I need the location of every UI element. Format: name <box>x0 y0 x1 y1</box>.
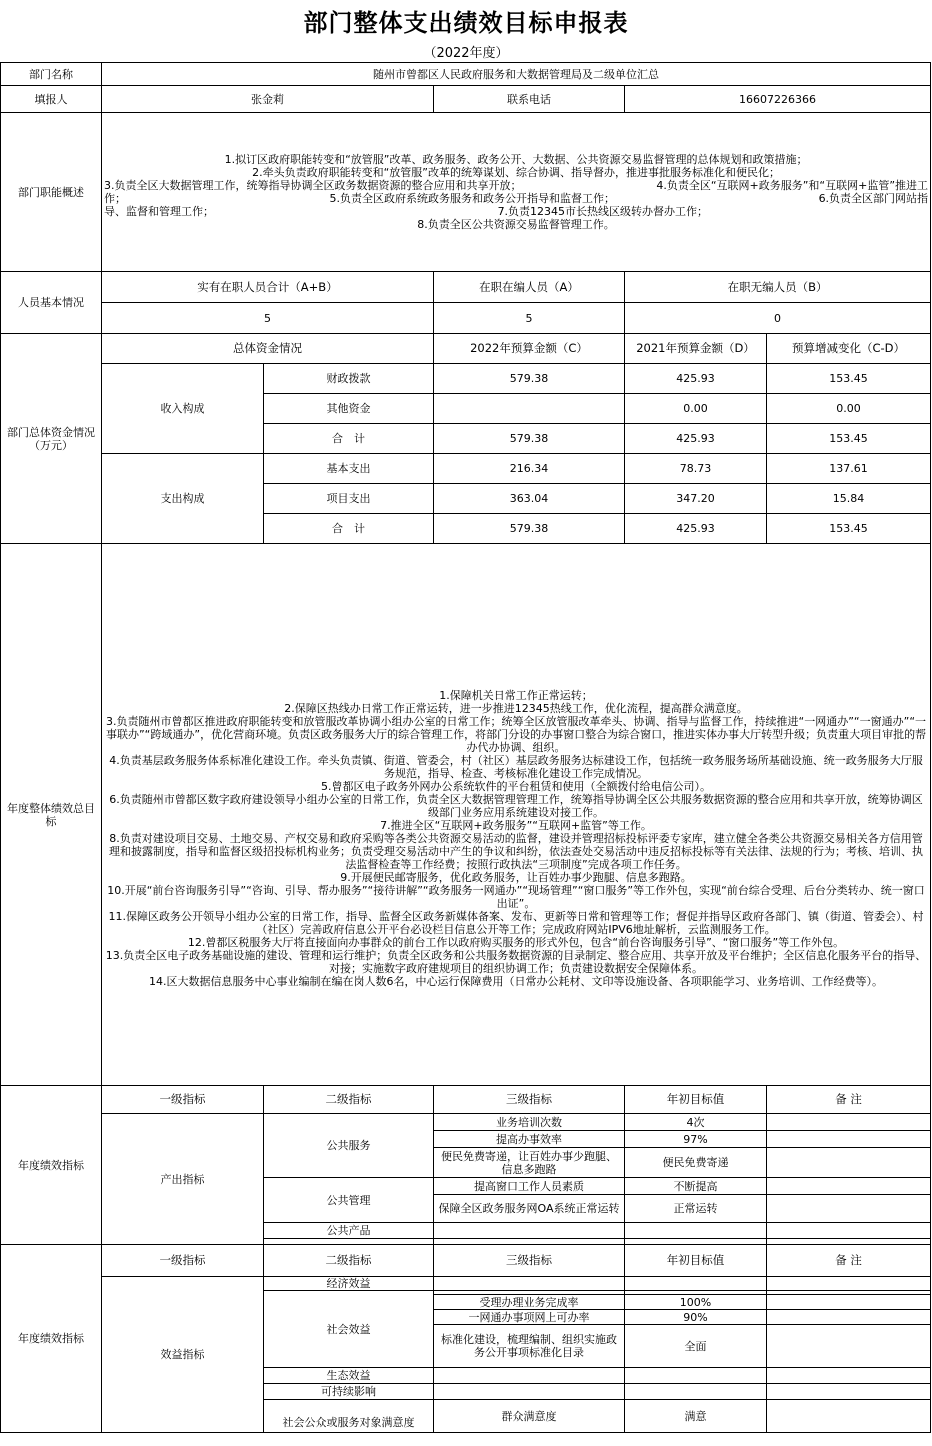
income-d: 425.93 <box>625 424 767 454</box>
output-target: 便民免费寄递 <box>625 1148 767 1178</box>
goal-line: 4.负责基层政务服务体系标准化建设工作。牵头负责镇、街道、管委会，村（社区）基层政务服务达标建设工作，包括统一政务服务场所基础设施、统一政务服务大厅服务规范，指导、检查、考核标准化建设工作完成情况。 <box>109 754 923 780</box>
funds-col-c: 2022年预算金额（C） <box>434 334 625 364</box>
benefit-note <box>767 1295 931 1310</box>
goal-line: 13.负责全区电子政务基础设施的建设、管理和运行维护；负责全区政务和公共服务数据资源的目录制定、整合应用、共享开放及平台维护；全区信息化服务平台的指导、对接；实施数字政府建规项目的组织协调工作；负责建设数据安全保障体系。 <box>105 949 927 975</box>
perf-h1: 一级指标 <box>102 1086 264 1114</box>
sustain-impact: 可持续影响 <box>264 1384 434 1400</box>
goal-line: 6.负责随州市曾都区数字政府建设领导小组办公室的日常工作，负责全区大数据管理管理工作，统筹指导协调全区公共服务数据资源的整合应用和共享开放，统筹协调区级部门业务应用系统建设对接工作。 <box>109 793 923 819</box>
phone-value: 16607226366 <box>625 86 931 113</box>
income-c <box>434 394 625 424</box>
income-c: 579.38 <box>434 364 625 394</box>
benefit-l3 <box>434 1277 625 1291</box>
benefit-target <box>625 1277 767 1291</box>
perf-h2: 二级指标 <box>264 1086 434 1114</box>
goal-line: 3.负责随州市曾都区推进政府职能转变和放管服改革协调小组办公室的日常工作；统筹全区放管服改革牵头、协调、指导与监督工作，持续推进“一网通办”“一窗通办”“一事联办”“跨域通办”，优化营商环境。负责区政务服务大厅的综合管理工作，将部门分设的办事窗口整合为综合窗口，推进实体办事大厅转型升级；负责重大项目审批的帮办代办协调、组织。 <box>105 715 927 754</box>
goal-line: 8.负责对建设项目交易、土地交易、产权交易和政府采购等各类公共资源交易活动的监督，建设并管理招标投标评委专家库，建立健全各类公共资源交易相关各方信用管理和披露制度，指导和监督区级招投标机构业务；负责受理交易活动中产生的争议和纠纷，依法查处交易活动中违反招标投标等有关法律、法规的行为；考核、培训、执法监督检查等工作经费；按照行政执法“三项制度”完成各项工作任务。 <box>109 832 924 871</box>
benefit-note <box>767 1325 931 1368</box>
duty-line: 导、监督和管理工作； <box>104 205 214 218</box>
goal-line: 9.开展便民邮寄服务，优化政务服务，让百姓办事少跑腿、信息多跑路。 <box>340 871 692 884</box>
income-d: 0.00 <box>625 394 767 424</box>
output-target <box>625 1223 767 1239</box>
expense-cd: 137.61 <box>767 454 931 484</box>
funds-label: 部门总体资金情况（万元） <box>1 334 102 544</box>
staff-header-total: 实有在职人员合计（A+B） <box>102 272 434 303</box>
output-l3 <box>434 1223 625 1239</box>
goal-line: 10.开展“前台咨询服务引导”“咨询、引导、帮办服务”“接待讲解”“政务服务一网通办”“现场管理”“窗口服务”等工作外包，实现“前台综合受理、后台分类转办、统一窗口出证”。 <box>107 884 925 910</box>
income-c: 579.38 <box>434 424 625 454</box>
perf-h3: 三级指标 <box>434 1245 625 1277</box>
output-note <box>767 1223 931 1239</box>
duty-line: 作； <box>104 192 126 205</box>
expense-name: 基本支出 <box>264 454 434 484</box>
funds-col-cd: 预算增减变化（C-D） <box>767 334 931 364</box>
expense-label: 支出构成 <box>102 454 264 544</box>
duty-line: 3.负责全区大数据管理工作，统筹指导协调全区政务数据资源的整合应用和共享开放； <box>104 179 522 192</box>
income-name: 其他资金 <box>264 394 434 424</box>
benefit-note <box>767 1310 931 1325</box>
goal-line: 12.曾都区税服务大厅将直接面向办事群众的前台工作以政府购买服务的形式外包，包含“前台咨询服务引导”、“窗口服务”等工作外包。 <box>187 936 845 949</box>
output-note <box>767 1114 931 1131</box>
duty-line: 8.负责全区公共资源交易监督管理工作。 <box>417 218 615 231</box>
benefit-note <box>767 1277 931 1291</box>
staff-header-a: 在职在编人员（A） <box>434 272 625 303</box>
public-mgmt: 公共管理 <box>264 1178 434 1223</box>
staff-a: 5 <box>434 303 625 334</box>
benefit-l3 <box>434 1368 625 1384</box>
expense-d: 78.73 <box>625 454 767 484</box>
output-l3: 提高窗口工作人员素质 <box>434 1178 625 1195</box>
staff-label: 人员基本情况 <box>1 272 102 334</box>
duty-line: 5.负责全区政府系统政务服务和政务公开指导和监督工作； <box>329 192 616 205</box>
filler-label: 填报人 <box>1 86 102 113</box>
report-table <box>0 62 931 1433</box>
staff-header-b: 在职无编人员（B） <box>625 272 931 303</box>
duty-line: 1.拟订区政府职能转变和“放管服”改革、政务服务、政务公开、大数据、公共资源交易监督管理的总体规划和政策措施； <box>224 153 808 166</box>
public-service: 公共服务 <box>264 1114 434 1178</box>
perf-label: 年度绩效指标 <box>1 1086 102 1245</box>
income-d: 425.93 <box>625 364 767 394</box>
duty-line: 2.牵头负责政府职能转变和“放管服”改革的统筹谋划、综合协调、指导督办，推进事批服务标准化和便民化； <box>252 166 780 179</box>
output-level1: 产出指标 <box>102 1114 264 1245</box>
goal-line: 5.曾都区电子政务外网办公系统软件的平台租赁和使用（全额拨付给电信公司）。 <box>321 780 712 793</box>
output-target: 97% <box>625 1131 767 1148</box>
benefit-l3: 受理办理业务完成率 <box>434 1295 625 1310</box>
perf-h3: 三级指标 <box>434 1086 625 1114</box>
expense-d: 347.20 <box>625 484 767 514</box>
economic-benefit: 经济效益 <box>264 1277 434 1291</box>
income-name: 合 计 <box>264 424 434 454</box>
perf-h4: 年初目标值 <box>625 1086 767 1114</box>
perf-h5: 备 注 <box>767 1245 931 1277</box>
output-note <box>767 1148 931 1178</box>
goal-line: 2.保障区热线办日常工作正常运转，进一步推进12345热线工作，优化流程，提高群众满意度。 <box>284 702 748 715</box>
output-l3: 便民免费寄递，让百姓办事少跑腿、信息多跑路 <box>434 1148 625 1178</box>
benefit-target <box>625 1384 767 1400</box>
benefit-level1: 效益指标 <box>102 1277 264 1433</box>
expense-cd: 153.45 <box>767 514 931 544</box>
perf-h2: 二级指标 <box>264 1245 434 1277</box>
duty-line: 7.负责12345市长热线区级转办督办工作； <box>497 205 709 218</box>
income-cd: 0.00 <box>767 394 931 424</box>
perf-h1: 一级指标 <box>102 1245 264 1277</box>
output-note <box>767 1195 931 1223</box>
goals-text <box>102 544 931 1086</box>
ecological-benefit: 生态效益 <box>264 1368 434 1384</box>
benefit-l3: 标准化建设，梳理编制、组织实施政务公开事项标准化目录 <box>434 1325 625 1368</box>
expense-cd: 15.84 <box>767 484 931 514</box>
goal-line: 1.保障机关日常工作正常运转； <box>439 689 593 702</box>
report-title: 部门整体支出绩效目标申报表 <box>303 8 629 37</box>
staff-b: 0 <box>625 303 931 334</box>
output-target: 不断提高 <box>625 1178 767 1195</box>
output-l3: 保障全区政务服务网OA系统正常运转 <box>434 1195 625 1223</box>
goal-line: 11.保障区政务公开领导小组办公室的日常工作，指导、监督全区政务新媒体备案、发布、更新等日常和管理等工作；督促并指导区政府各部门、镇（街道、管委会）、村（社区）完善政府信息公开平台必设栏目信息公开等工作；完成政府网站IPV6地址解析，云监测服务工作。 <box>108 910 924 936</box>
expense-c: 363.04 <box>434 484 625 514</box>
income-label: 收入构成 <box>102 364 264 454</box>
output-l3: 业务培训次数 <box>434 1114 625 1131</box>
perf-h4: 年初目标值 <box>625 1245 767 1277</box>
output-note <box>767 1178 931 1195</box>
benefit-note <box>767 1384 931 1400</box>
perf-h5: 备 注 <box>767 1086 931 1114</box>
funds-col-d: 2021年预算金额（D） <box>625 334 767 364</box>
duties-label: 部门职能概述 <box>1 113 102 272</box>
goals-label: 年度整体绩效总目标 <box>1 544 102 1086</box>
social-benefit: 社会效益 <box>264 1291 434 1368</box>
dept-label: 部门名称 <box>1 63 102 86</box>
benefit-l3: 群众满意度 <box>434 1400 625 1433</box>
phone-label: 联系电话 <box>434 86 625 113</box>
dept-value: 随州市曾都区人民政府服务和大数据管理局及二级单位汇总 <box>102 63 931 86</box>
goal-line: 14.区大数据信息服务中心事业编制在编在岗人数6名，中心运行保障费用（日常办公耗材、文印等设施设备、各项职能学习、业务培训、工作经费等）。 <box>149 975 884 988</box>
public-product: 公共产品 <box>264 1223 434 1239</box>
duties-text <box>102 113 931 272</box>
benefit-note <box>767 1400 931 1433</box>
output-target: 4次 <box>625 1114 767 1131</box>
report-year: （2022年度） <box>423 45 509 61</box>
staff-total: 5 <box>102 303 434 334</box>
benefit-target <box>625 1368 767 1384</box>
benefit-target: 90% <box>625 1310 767 1325</box>
benefit-l3: 一网通办事项网上可办率 <box>434 1310 625 1325</box>
perf-label: 年度绩效指标 <box>1 1245 102 1433</box>
goal-line: 7.推进全区“互联网+政务服务”“互联网+监管”等工作。 <box>380 819 652 832</box>
income-cd: 153.45 <box>767 364 931 394</box>
expense-c: 216.34 <box>434 454 625 484</box>
income-name: 财政拨款 <box>264 364 434 394</box>
expense-c: 579.38 <box>434 514 625 544</box>
expense-d: 425.93 <box>625 514 767 544</box>
benefit-note <box>767 1368 931 1384</box>
benefit-l3 <box>434 1384 625 1400</box>
filler-name: 张金莉 <box>102 86 434 113</box>
output-l3: 提高办事效率 <box>434 1131 625 1148</box>
satisfaction: 社会公众或服务对象满意度 <box>264 1400 434 1433</box>
duty-line: 4.负责全区“互联网+政务服务”和“互联网+监管”推进工 <box>656 179 929 192</box>
income-cd: 153.45 <box>767 424 931 454</box>
funds-header-total: 总体资金情况 <box>102 334 434 364</box>
expense-name: 合 计 <box>264 514 434 544</box>
benefit-target: 满意 <box>625 1400 767 1433</box>
expense-name: 项目支出 <box>264 484 434 514</box>
output-note <box>767 1131 931 1148</box>
benefit-target: 100% <box>625 1295 767 1310</box>
output-target: 正常运转 <box>625 1195 767 1223</box>
benefit-target: 全面 <box>625 1325 767 1368</box>
duty-line: 6.负责全区部门网站指 <box>818 192 929 205</box>
